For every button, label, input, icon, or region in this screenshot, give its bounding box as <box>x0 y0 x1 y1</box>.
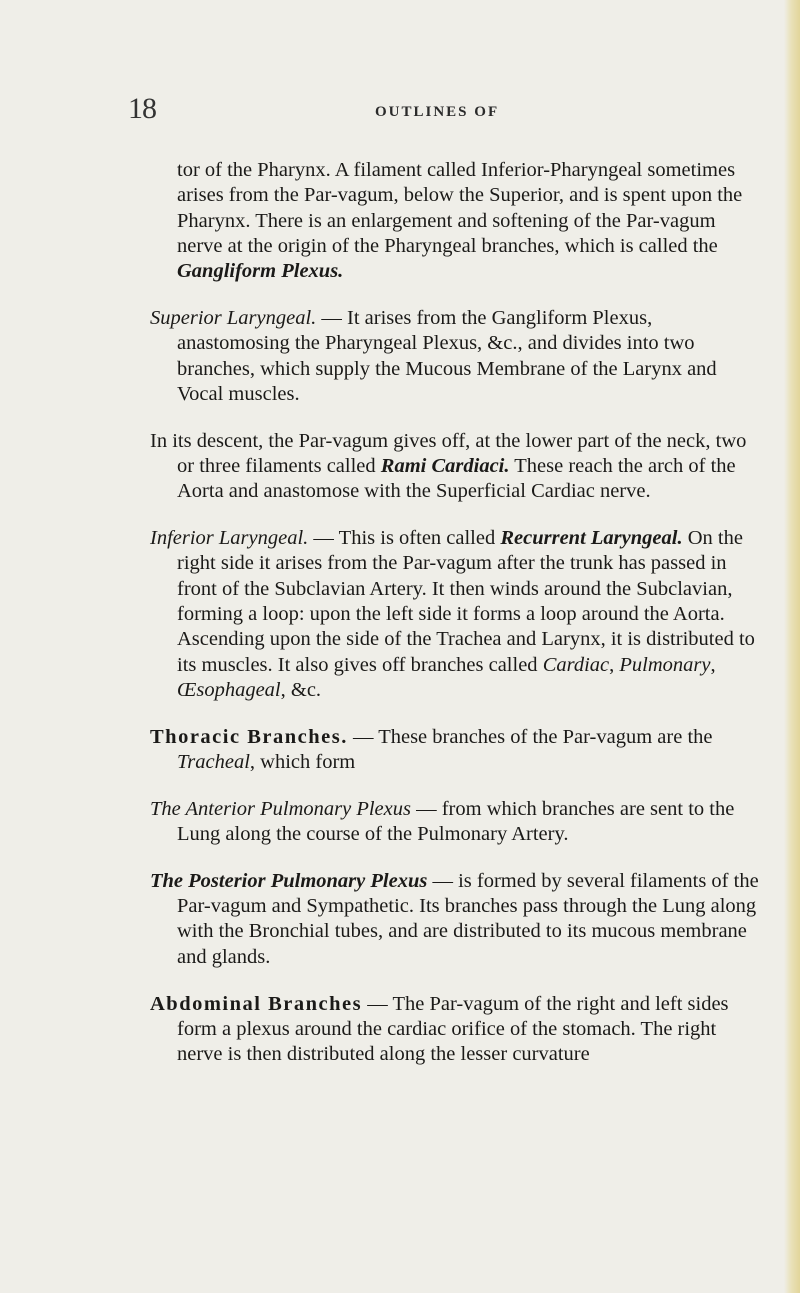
paragraph-abdominal-branches <box>150 992 760 1068</box>
italic-term: Recurrent Laryngeal. <box>500 527 683 550</box>
italic-term: Gangliform Plexus. <box>177 260 344 283</box>
paragraph-text: , <box>710 653 716 676</box>
page-header <box>0 92 800 132</box>
paragraph-text: — It arises from the Gangliform Plexus, anastomosing the Pharyngeal Plexus, &c., and divides into two branches, which supply the Mucous Membrane of the Larynx and Vocal muscles. <box>177 306 717 405</box>
paragraph-text: , <box>609 653 620 676</box>
italic-term: Tracheal <box>177 750 250 773</box>
paragraph-superior-laryngeal <box>150 306 760 407</box>
page-edge-shading <box>784 0 800 1293</box>
paragraph-text: , which form <box>249 750 356 773</box>
paragraph-text: tor of the Pharynx. A filament called Inferior-Pharyngeal sometimes arises from the Par-vagum, below the Superior, and is spent upon the Pharynx. There is an enlargement and softening of the Par-vagum nerve at the origin of the Pharyngeal branches, which is called the <box>177 159 743 257</box>
running-title: OUTLINES OF <box>375 104 500 120</box>
paragraph-posterior-pulmonary-plexus <box>150 869 760 970</box>
italic-term: Pulmonary <box>619 653 711 676</box>
section-heading-anterior-pulmonary-plexus: The Anterior Pulmonary Plexus <box>150 797 411 820</box>
italic-term: Rami Cardiaci. <box>380 454 510 477</box>
italic-term: Œsophageal <box>177 678 281 701</box>
italic-term: Cardiac <box>542 653 610 676</box>
paragraph-text: — These branches of the Par-vagum are the <box>347 725 713 748</box>
paragraph-text: In its descent, the Par-vagum gives off, at the lower part of the neck, two or three filaments called <box>150 429 747 477</box>
paragraph-descent <box>150 429 760 505</box>
section-heading-posterior-pulmonary-plexus: The Posterior Pulmonary Plexus <box>150 869 428 892</box>
paragraph-text: These reach the arch of the Aorta and anastomose with the Superficial Cardiac nerve. <box>177 454 736 503</box>
paragraph-text: — is formed by several filaments of the Par-vagum and Sympathetic. Its branches pass through the Lung along with the Bronchial tubes, and are distributed to its mucous membrane and glands. <box>177 869 759 968</box>
body-text <box>150 158 760 1089</box>
paragraph-text: On the right side it arises from the Par-vagum after the trunk has passed in front of the Subclavian Artery. It then winds around the Subclavian, forming a loop: upon the left side it forms a loop around the Aorta. Ascending upon the side of the Trachea and Larynx, it is distributed to its muscles. It also gives off branches called <box>177 527 755 676</box>
section-heading-abdominal-branches: Abdominal Branches <box>150 992 363 1015</box>
paragraph-inferior-laryngeal <box>150 526 760 703</box>
section-heading-inferior-laryngeal: Inferior Laryngeal. <box>150 527 309 550</box>
section-heading-thoracic-branches: Thoracic Branches. <box>150 725 348 748</box>
page-number: 18 <box>128 92 156 125</box>
paragraph-text: — This is often called <box>308 527 501 550</box>
paragraph-text: — The Par-vagum of the right and left sides form a plexus around the cardiac orifice of the stomach. The right nerve is then distributed along the lesser curvature <box>177 992 729 1066</box>
paragraph-text: , &c. <box>280 678 322 701</box>
paragraph-anterior-pulmonary-plexus <box>150 797 760 848</box>
paragraph-text: — from which branches are sent to the Lung along the course of the Pulmonary Artery. <box>177 797 735 846</box>
paragraph-thoracic-branches <box>150 725 760 776</box>
paragraph-pharyngeal-continued <box>177 158 760 284</box>
section-heading-superior-laryngeal: Superior Laryngeal. <box>150 306 317 329</box>
